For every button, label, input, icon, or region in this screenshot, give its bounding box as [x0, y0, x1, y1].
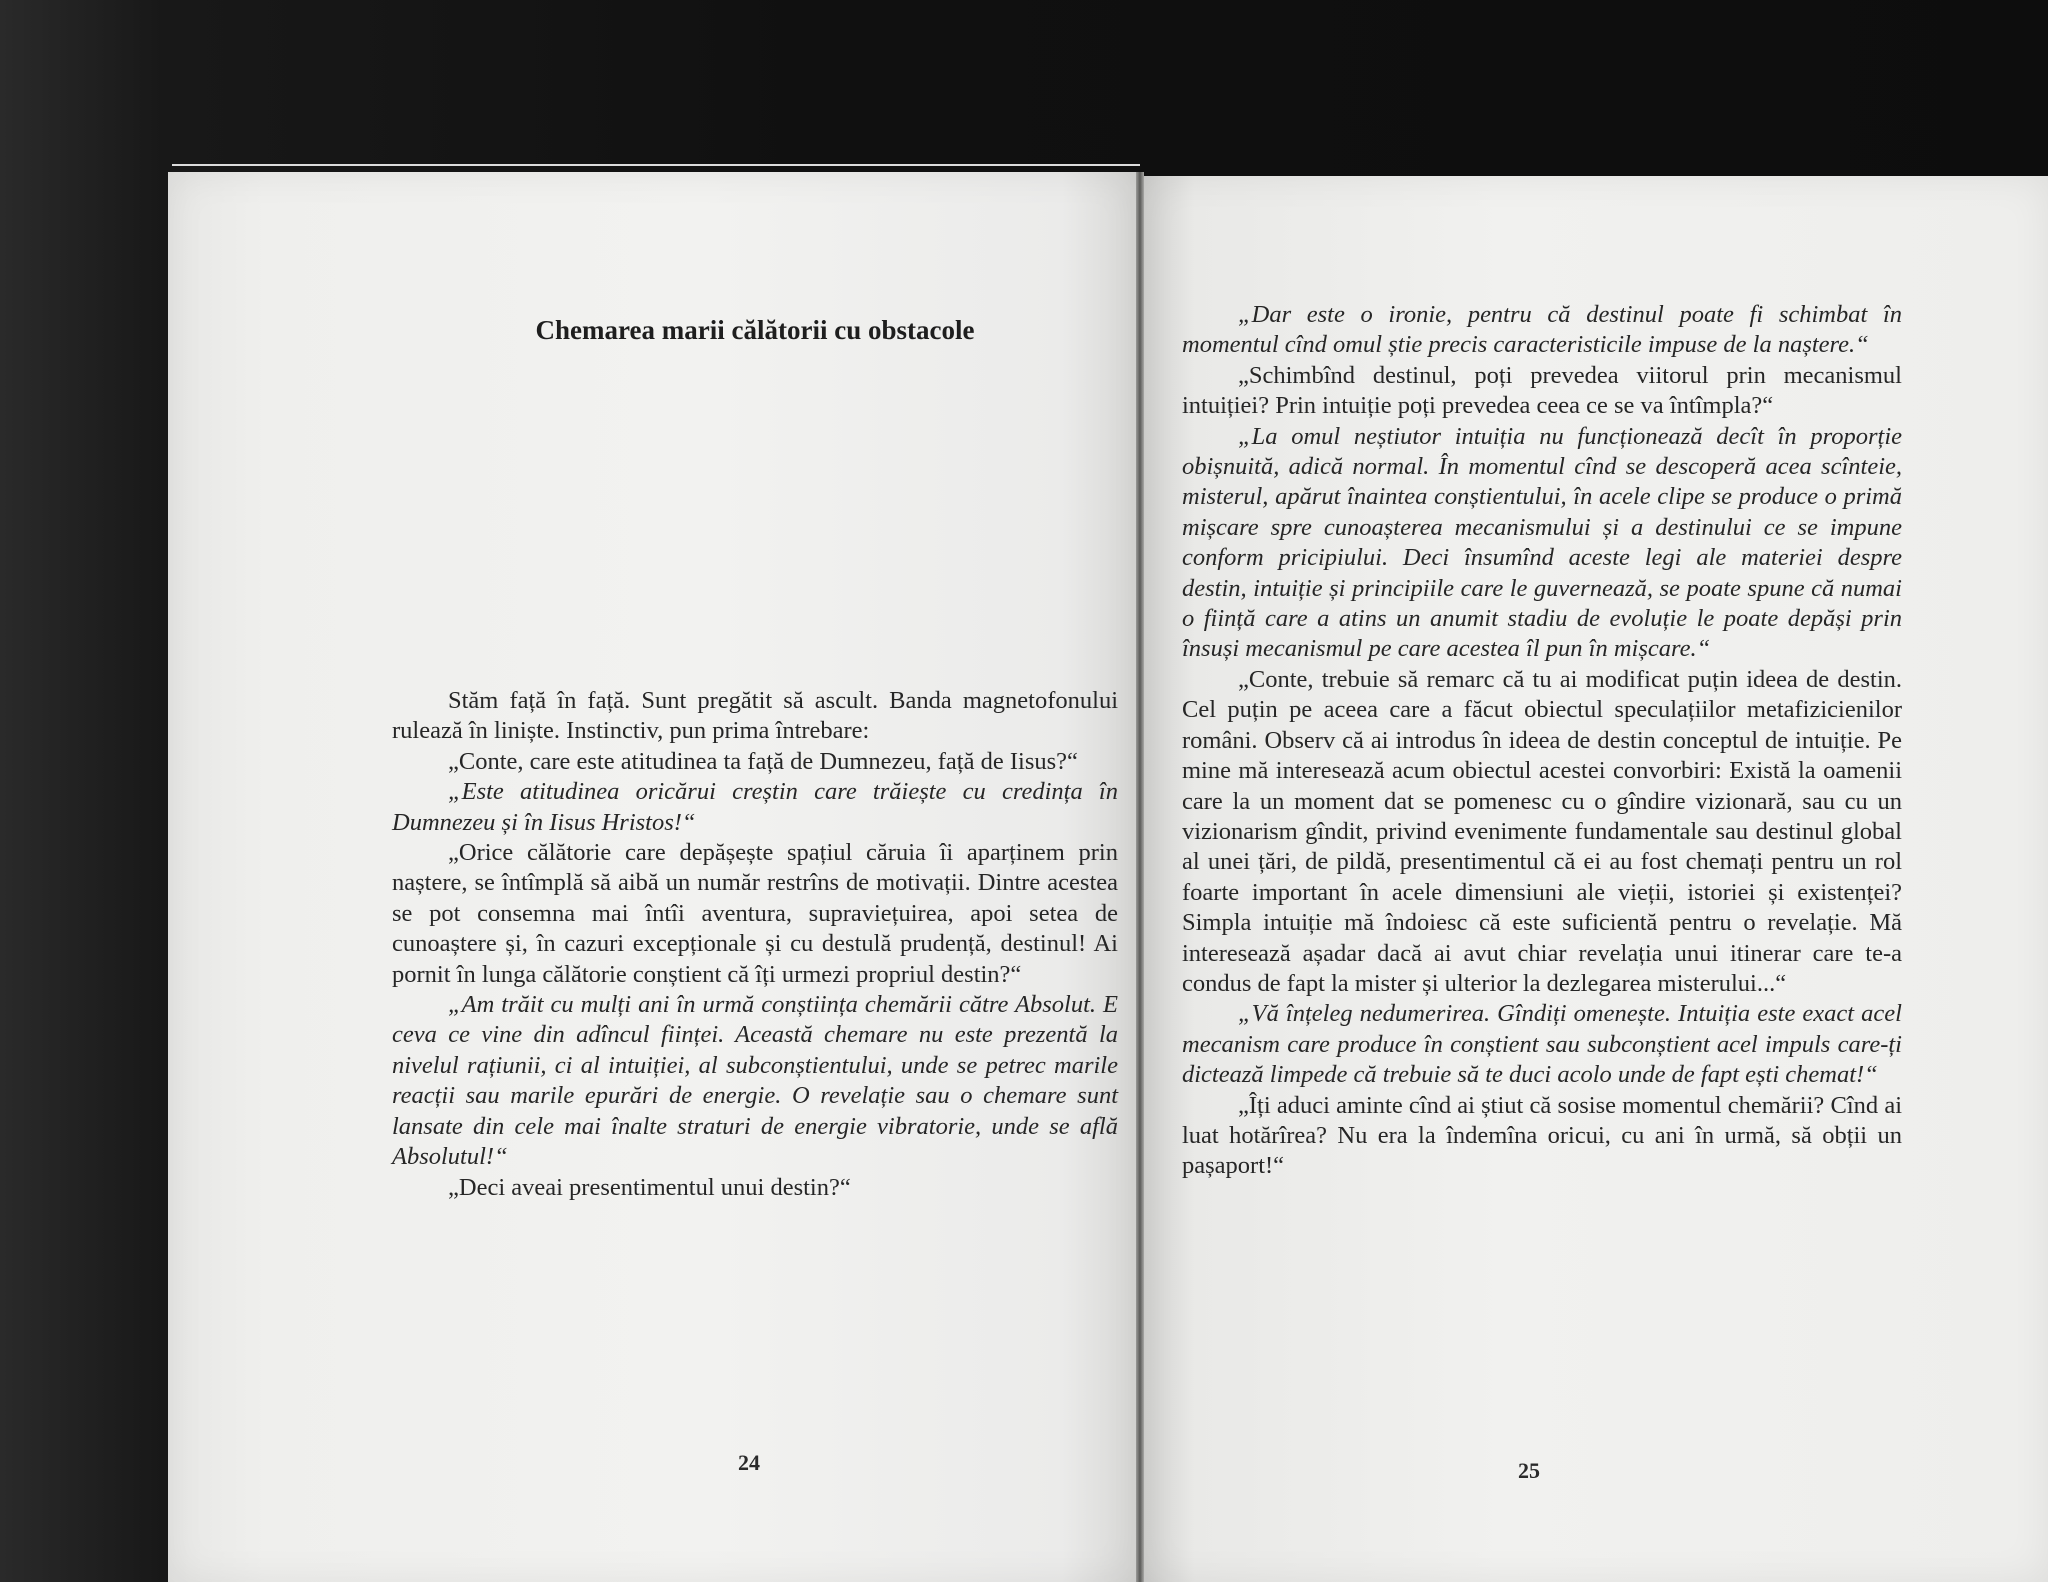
page-number-right: 25: [1518, 1458, 1540, 1483]
right-page-body: [1182, 300, 1902, 1182]
book-spine: [1136, 172, 1144, 1582]
paragraph: Stăm față în față. Sunt pregătit să ascult. Banda magnetofonului rulează în liniște. Instinctiv, pun prima întrebare:: [392, 687, 1118, 745]
paragraph: „Schimbînd destinul, poți prevedea viitorul prin mecanismul intuiției? Prin intuiție poți prevedea ceea ce se va întîmpla?“: [1182, 361, 1902, 420]
paragraph: „Îți aduci aminte cînd ai știut că sosise momentul chemării? Cînd ai luat hotărîrea? Nu era la îndemîna oricui, cu ani în urmă, să obții un pașaport!“: [1182, 1091, 1902, 1180]
paragraph: „Deci aveai presentimentul unui destin?“: [448, 1173, 851, 1201]
chapter-title: Chemarea marii călătorii cu obstacole: [535, 315, 975, 346]
page-number-left: 24: [738, 1450, 760, 1475]
paragraph: „La omul neștiutor intuiția nu funcționează decît în proporție obișnuită, adică normal. În momentul cînd se descoperă acea scînteie, misterul, apărut înaintea conștientului, în acele clipe se produce o primă mișcare spre cunoașterea mecanismului și a destinului ce se impune conform pricipiului. Deci însumînd aceste legi ale materiei despre destin, intuiție și principiile care le guvernează, se poate spune că numai o ființă care a atins un anumit stadiu de evoluție le poate depăși prin însuși mecanismul pe care acestea îl pun în mișcare.“: [1182, 422, 1902, 663]
paragraph: „Dar este o ironie, pentru că destinul poate fi schimbat în momentul cînd omul știe precis caracteristicile impuse de la naștere.“: [1182, 301, 1902, 359]
paragraph: „Am trăit cu mulți ani în urmă conștiința chemării către Absolut. E ceva ce vine din adîncul ființei. Această chemare nu este prezentă la nivelul rațiunii, ci al intuiției, al subconștientului, unde se petrec marile reacții sau marile epurări de energie. O revelație sau o chemare sunt lansate din cele mai înalte straturi de energie vibratorie, unde se află Absolutul!“: [392, 991, 1118, 1171]
paragraph: „Conte, care este atitudinea ta față de Dumnezeu, față de Iisus?“: [448, 747, 1078, 775]
left-page-body: [392, 686, 1118, 1203]
paragraph: „Orice călătorie care depășește spațiul căruia îi aparținem prin naștere, se întîmplă să aibă un număr restrîns de motivații. Dintre acestea se pot consemna mai întîi aventura, supraviețuirea, apoi setea de cunoaștere și, în cazuri excepționale și cu destulă prudență, destinul! Ai pornit în lunga călătorie conștient că îți urmezi propriul destin?“: [392, 839, 1118, 988]
paragraph: „Vă înțeleg nedumerirea. Gîndiți omenește. Intuiția este exact acel mecanism care produce în conștient sau subconștient acel impuls care-ți dictează limpede că trebuie să te duci acolo unde de fapt ești chemat!“: [1182, 1000, 1902, 1089]
paragraph: „Conte, trebuie să remarc că tu ai modificat puțin ideea de destin. Cel puțin pe aceea care a făcut obiectul speculațiilor metafizicienilor români. Observ că ai introdus în ideea de destin conceptul de intuiție. Pe mine mă interesează acum obiectul acestei convorbiri: Există la oamenii care la un moment dat se pomenesc cu o gîndire vizionară, sau cu un vizionarism gîndit, privind evenimente fundamentale sau destinul global al unei țări, de pildă, presentimentul că ei au fost chemați pentru un rol foarte important în acele dimensiuni ale vieții, istoriei și existenței? Simpla intuiție mă îndoiesc că este suficientă pentru o revelație. Mă interesează așadar dacă ai avut chiar revelația unui itinerar care te-a condus de fapt la mister și ulterior la dezlegarea misterului...“: [1182, 665, 1902, 997]
paragraph: „Este atitudinea oricărui creștin care trăiește cu credința în Dumnezeu și în Iisus Hristos!“: [392, 778, 1118, 836]
